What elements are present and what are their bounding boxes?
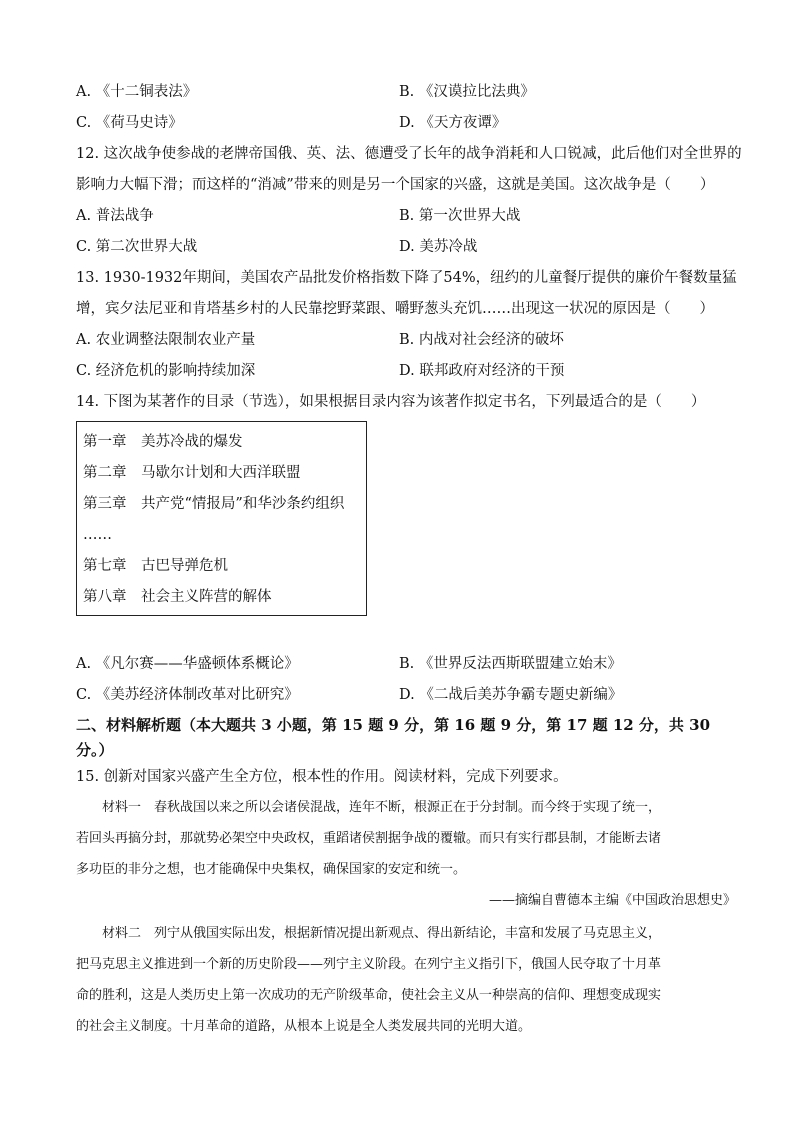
q12-stem-line-2: 影响力大幅下滑；而这样的“消减”带来的则是另一个国家的兴盛，这就是美国。这次战争是（ ）: [76, 177, 715, 193]
q14-stem: 14. 下图为某著作的目录（节选），如果根据目录内容为该著作拟定书名，下列最适合的是（ ）: [76, 394, 706, 410]
q12-options-row-1: [76, 206, 736, 226]
material-2-line-2: 把马克思主义推进到一个新的历史阶段——列宁主义阶段。在列宁主义指引下，俄国人民夺取了十月革: [76, 957, 662, 972]
q15-stem: 15. 创新对国家兴盛产生全方位，根本性的作用。阅读材料，完成下列要求。: [76, 769, 568, 785]
section-title-line-2: 分。）: [76, 741, 114, 759]
toc-item: ……: [83, 527, 112, 543]
q14-option-d: D. 《二战后美苏争霸专题史新编》: [399, 687, 623, 703]
q13-options-row-2: [76, 361, 736, 381]
q13-option-b: B. 内战对社会经济的破坏: [399, 332, 564, 348]
q11-options-row-1: [76, 82, 736, 102]
material-1-line-1: 材料一 春秋战国以来之所以会诸侯混战，连年不断，根源正在于分封制。而今终于实现了统一，: [76, 800, 662, 815]
q12-options-row-2: [76, 237, 736, 257]
material-2-line-4: 的社会主义制度。十月革命的道路，从根本上说是全人类发展共同的光明大道。: [76, 1019, 532, 1034]
q13-stem-line-2: 增，宾夕法尼亚和肯塔基乡村的人民靠挖野菜跟、嚼野葱头充饥……出现这一状况的原因是（ ）: [76, 301, 714, 317]
section-title-line-1: 二、材料解析题（本大题共 3 小题，第 15 题 9 分，第 16 题 9 分，第 17 题 12 分，共 30: [76, 716, 711, 734]
toc-item: 第二章 马歇尔计划和大西洋联盟: [83, 465, 301, 481]
q14-options-row-1: [76, 654, 736, 674]
table-of-contents-box: [76, 421, 367, 616]
q11-option-c: C. 《荷马史诗》: [76, 115, 183, 131]
q13-stem-line-1: 13. 1930-1932年期间，美国农产品批发价格指数下降了54%，纽约的儿童餐厅提供的廉价午餐数量猛: [76, 270, 737, 286]
q11-options-row-2: [76, 113, 736, 133]
material-1-line-3: 多功臣的非分之想，也才能确保中央集权，确保国家的安定和统一。: [76, 862, 467, 877]
q14-option-a: A. 《凡尔赛——华盛顿体系概论》: [76, 656, 299, 672]
q11-option-b: B. 《汉谟拉比法典》: [399, 84, 535, 100]
material-1-line-2: 若回头再搞分封，那就势必架空中央政权，重蹈诸侯割据争战的覆辙。而只有实行郡县制，才能断去诸: [76, 831, 662, 846]
q12-option-d: D. 美苏冷战: [399, 239, 478, 255]
material-1-source: ——摘编自曹德本主编《中国政治思想史》: [488, 893, 736, 908]
toc-item: 第八章 社会主义阵营的解体: [83, 589, 272, 605]
q12-option-a: A. 普法战争: [76, 208, 154, 224]
q12-stem-line-1: 12. 这次战争使参战的老牌帝国俄、英、法、德遭受了长年的战争消耗和人口锐减，此后他们对全世界的: [76, 146, 742, 162]
material-2-line-3: 命的胜利，这是人类历史上第一次成功的无产阶级革命，使社会主义从一种崇高的信仰、理想变成现实: [76, 988, 662, 1003]
toc-item: 第七章 古巴导弹危机: [83, 558, 228, 574]
q14-options-row-2: [76, 685, 736, 705]
q13-option-d: D. 联邦政府对经济的干预: [399, 363, 565, 379]
q14-option-b: B. 《世界反法西斯联盟建立始末》: [399, 656, 622, 672]
q11-option-a: A. 《十二铜表法》: [76, 84, 198, 100]
q13-option-c: C. 经济危机的影响持续加深: [76, 363, 256, 379]
q11-option-d: D. 《天方夜谭》: [399, 115, 507, 131]
q13-options-row-1: [76, 330, 736, 350]
toc-item: 第一章 美苏冷战的爆发: [83, 434, 243, 450]
q14-option-c: C. 《美苏经济体制改革对比研究》: [76, 687, 299, 703]
q12-option-b: B. 第一次世界大战: [399, 208, 521, 224]
material-2-line-1: 材料二 列宁从俄国实际出发，根据新情况提出新观点、得出新结论，丰富和发展了马克思主义，: [76, 926, 662, 941]
q13-option-a: A. 农业调整法限制农业产量: [76, 332, 256, 348]
q12-option-c: C. 第二次世界大战: [76, 239, 198, 255]
toc-item: 第三章 共产党“情报局”和华沙条约组织: [83, 496, 345, 512]
